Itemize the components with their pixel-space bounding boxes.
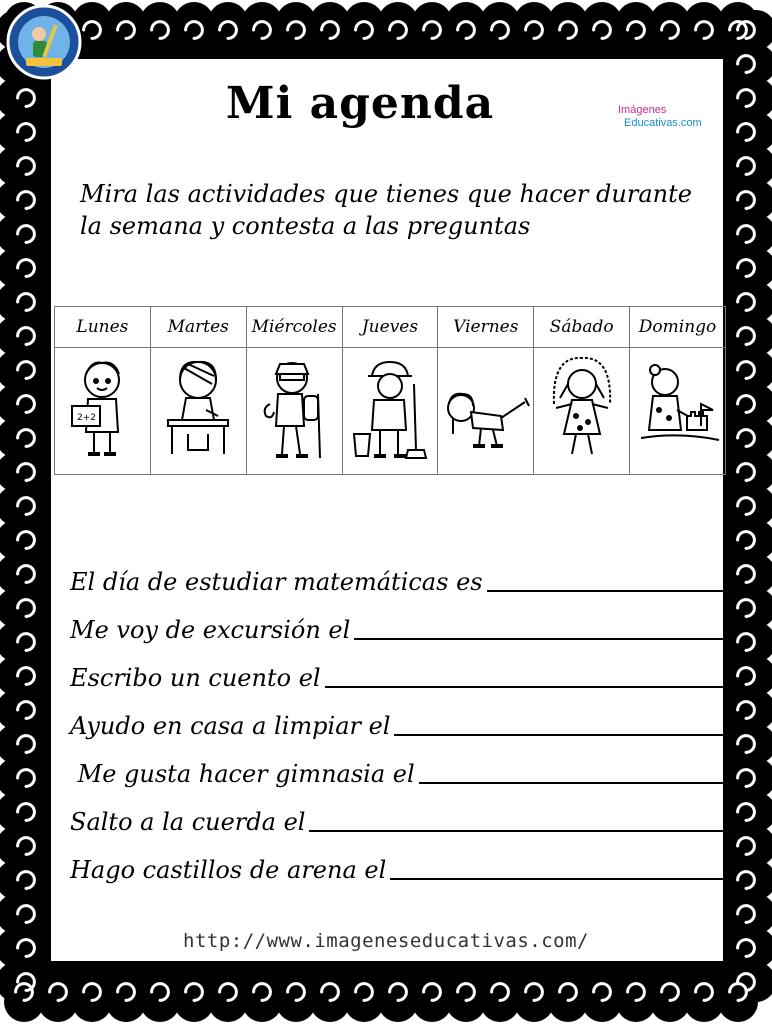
girl-jumping-rope-icon: [542, 354, 622, 464]
child-cleaning-with-mop-icon: [350, 354, 430, 464]
question-row: [70, 604, 730, 644]
question-text: Ayudo en casa a limpiar el: [70, 712, 391, 740]
day-label-lunes: Lunes: [55, 307, 151, 348]
brand-line-1: Imágenes: [618, 104, 667, 116]
question-row: [70, 844, 730, 884]
boy-with-math-slate-icon: [62, 354, 142, 464]
girl-doing-exercise-icon: [441, 354, 531, 464]
answer-line[interactable]: [309, 830, 730, 832]
question-text: Me voy de excursión el: [70, 616, 351, 644]
schedule-header-row: [55, 307, 726, 348]
girl-building-sandcastle-icon: [635, 354, 721, 464]
question-row: [70, 652, 730, 692]
question-text: El día de estudiar matemáticas es: [70, 568, 483, 596]
girl-writing-at-desk-icon: [158, 354, 238, 464]
footer-url: http://www.imageneseducativas.com/: [183, 930, 589, 952]
question-text: Hago castillos de arena el: [70, 856, 387, 884]
day-label-martes: Martes: [150, 307, 246, 348]
answer-line[interactable]: [419, 782, 730, 784]
activity-cell-viernes: [438, 348, 534, 475]
answer-line[interactable]: [394, 734, 730, 736]
page-title: Mi agenda: [225, 78, 495, 129]
activity-cell-domingo: [630, 348, 726, 475]
schedule-activity-row: [55, 348, 726, 475]
activity-cell-jueves: [342, 348, 438, 475]
answer-line[interactable]: [487, 590, 730, 592]
activity-cell-miercoles: [246, 348, 342, 475]
day-label-domingo: Domingo: [630, 307, 726, 348]
imagenes-educativas-logo: [6, 4, 82, 80]
question-row: [70, 796, 730, 836]
answer-line[interactable]: [390, 878, 730, 880]
answer-line[interactable]: [354, 638, 730, 640]
brand-line-2: Educativas.com: [624, 117, 702, 129]
day-label-miercoles: Miércoles: [246, 307, 342, 348]
hiker-with-backpack-icon: [254, 354, 334, 464]
question-row: [70, 748, 730, 788]
weekly-schedule-table: [54, 306, 726, 475]
question-row: [70, 556, 730, 596]
question-row: [70, 700, 730, 740]
svg-text:2+2: 2+2: [77, 413, 97, 423]
question-text: Salto a la cuerda el: [70, 808, 306, 836]
day-label-sabado: Sábado: [534, 307, 630, 348]
instructions-text: Mira las actividades que tienes que hacer durante la semana y contesta a las preguntas: [80, 180, 692, 240]
day-label-jueves: Jueves: [342, 307, 438, 348]
activity-cell-lunes: [55, 348, 151, 475]
question-text: Escribo un cuento el: [70, 664, 321, 692]
activity-cell-martes: [150, 348, 246, 475]
activity-cell-sabado: [534, 348, 630, 475]
question-text: Me gusta hacer gimnasia el: [70, 760, 415, 788]
brand-wordmark: [618, 104, 702, 130]
day-label-viernes: Viernes: [438, 307, 534, 348]
answer-line[interactable]: [325, 686, 730, 688]
